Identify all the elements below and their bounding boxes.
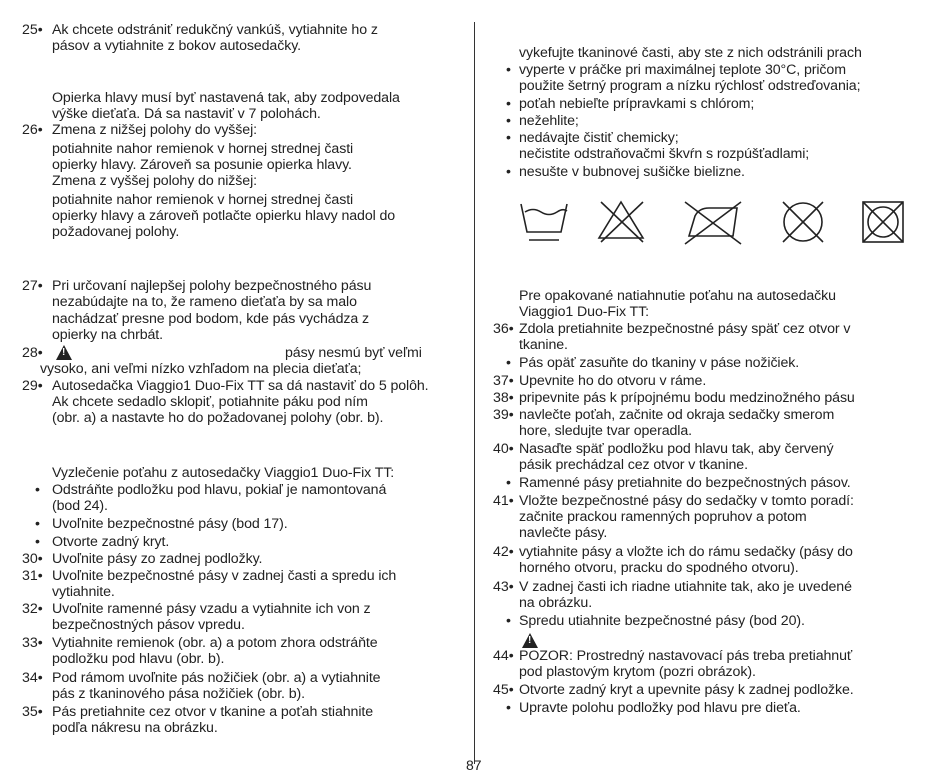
item-number: • xyxy=(35,516,40,532)
text-line: opierky hlavy a zároveň potlačte opierku hlavy nadol do xyxy=(52,208,396,224)
text-line: Pás pretiahnite cez otvor v tkanine a poťah stiahnite xyxy=(52,704,374,720)
text-line: použite šetrný program a nízku rýchlosť odstreďovania; xyxy=(519,78,861,94)
item-number: • xyxy=(35,482,40,498)
text-line: V zadnej časti ich riadne utiahnite tak, ako je uvedené xyxy=(519,579,852,595)
item-number: 45• xyxy=(493,682,514,698)
text-line: poťah nebieľte prípravkami s chlórom; xyxy=(519,96,755,112)
text-line: výške dieťaťa. Dá sa nastaviť v 7 polohách. xyxy=(52,106,321,122)
text-line: horného otvoru, pracku do spodného otvoru). xyxy=(519,560,799,576)
item-number: • xyxy=(506,130,511,146)
text-line: nečistite odstraňovačmi škvŕn s rozpúšťadlami; xyxy=(519,146,810,162)
no-iron-icon xyxy=(685,202,741,244)
text-line: Autosedačka Viaggio1 Duo-Fix TT sa dá nastaviť do 5 polôh. xyxy=(52,378,429,394)
text-line: Zmena z vyššej polohy do nižšej: xyxy=(52,173,257,189)
text-line: začnite prackou ramenných popruhov a potom xyxy=(519,509,807,525)
item-number: 29• xyxy=(22,378,43,394)
warning-icon: ! xyxy=(56,345,72,360)
item-number: 26• xyxy=(22,122,43,138)
warning-icon: ! xyxy=(522,633,538,648)
text-line: vysoko, ani veľmi nízko vzhľadom na plecia dieťaťa; xyxy=(40,361,362,377)
item-number: • xyxy=(506,355,511,371)
text-line: Spredu utiahnite bezpečnostné pásy (bod 20). xyxy=(519,613,805,629)
text-line: Viaggio1 Duo-Fix TT: xyxy=(519,304,649,320)
text-line: podľa nákresu na obrázku. xyxy=(52,720,218,736)
item-number: 30• xyxy=(22,551,43,567)
text-line: (bod 24). xyxy=(52,498,108,514)
text-line: Ak chcete odstrániť redukčný vankúš, vytiahnite ho z xyxy=(52,22,378,38)
text-line: Ramenné pásy pretiahnite do bezpečnostných pásov. xyxy=(519,475,851,491)
item-number: 31• xyxy=(22,568,43,584)
item-number: 27• xyxy=(22,278,43,294)
text-line: Uvoľnite pásy zo zadnej podložky. xyxy=(52,551,263,567)
no-tumble-dry-icon xyxy=(863,202,903,242)
text-line: Vytiahnite remienok (obr. a) a potom zhora odstráňte xyxy=(52,635,378,651)
text-line: navlečte pásy. xyxy=(519,525,608,541)
item-number: 34• xyxy=(22,670,43,686)
item-number: • xyxy=(35,534,40,550)
text-line: Opierka hlavy musí byť nastavená tak, aby zodpovedala xyxy=(52,90,400,106)
item-number: • xyxy=(506,62,511,78)
text-line: hore, sledujte tvar operadla. xyxy=(519,423,692,439)
text-line: Zmena z nižšej polohy do vyššej: xyxy=(52,122,257,138)
item-number: 38• xyxy=(493,390,514,406)
text-line: požadovanej polohy. xyxy=(52,224,180,240)
item-number: • xyxy=(506,164,511,180)
text-line: vyperte v práčke pri maximálnej teplote 30°C, pričom xyxy=(519,62,846,78)
care-symbols xyxy=(517,198,907,246)
text-line: Nasaďte späť podložku pod hlavu tak, aby červený xyxy=(519,441,834,457)
text-line: (obr. a) a nastavte ho do požadovanej polohy (obr. b). xyxy=(52,410,384,426)
text-line: Pás opäť zasuňte do tkaniny v páse nožičiek. xyxy=(519,355,800,371)
text-line: Upravte polohu podložky pod hlavu pre dieťa. xyxy=(519,700,801,716)
text-line: pásy nesmú byť veľmi xyxy=(285,345,422,361)
item-number: 39• xyxy=(493,407,514,423)
text-line: Vyzlečenie poťahu z autosedačky Viaggio1 Duo-Fix TT: xyxy=(52,465,395,481)
text-line: potiahnite nahor remienok v hornej strednej časti xyxy=(52,192,354,208)
text-line: tkanine. xyxy=(519,337,568,353)
item-number: 36• xyxy=(493,321,514,337)
text-line: na obrázku. xyxy=(519,595,593,611)
text-line: navlečte poťah, začnite od okraja sedačky smerom xyxy=(519,407,835,423)
text-line: Otvorte zadný kryt. xyxy=(52,534,170,550)
item-number: 41• xyxy=(493,493,514,509)
text-line: bezpečnostných pásov vpredu. xyxy=(52,617,245,633)
text-line: vytiahnite pásy a vložte ich do rámu sedačky (pásy do xyxy=(519,544,853,560)
item-number: 43• xyxy=(493,579,514,595)
text-line: nezabúdajte na to, že rameno dieťaťa by sa malo xyxy=(52,294,357,310)
item-number: 44• xyxy=(493,648,514,664)
text-line: opierky na chrbát. xyxy=(52,327,163,343)
column-divider xyxy=(474,22,475,764)
text-line: Uvoľnite bezpečnostné pásy (bod 17). xyxy=(52,516,288,532)
text-line: nedávajte čistiť chemicky; xyxy=(519,130,679,146)
no-bleach-icon xyxy=(599,202,643,242)
text-line: Uvoľnite ramenné pásy vzadu a vytiahnite ich von z xyxy=(52,601,371,617)
text-line: pripevnite pás k prípojnému bodu medzinožného pásu xyxy=(519,390,855,406)
page-number: 87 xyxy=(466,757,482,773)
item-number: 32• xyxy=(22,601,43,617)
item-number: 25• xyxy=(22,22,43,38)
item-number: 33• xyxy=(22,635,43,651)
text-line: pásov a vytiahnite z bokov autosedačky. xyxy=(52,38,301,54)
text-line: nesušte v bubnovej sušičke bielizne. xyxy=(519,164,745,180)
wash-30-gentle-icon xyxy=(521,204,567,240)
item-number: 37• xyxy=(493,373,514,389)
text-line: podložku pod hlavu (obr. b). xyxy=(52,651,225,667)
text-line: nežehlite; xyxy=(519,113,579,129)
text-line: Pri určovaní najlepšej polohy bezpečnostného pásu xyxy=(52,278,372,294)
item-number: • xyxy=(506,113,511,129)
item-number: 35• xyxy=(22,704,43,720)
item-number: • xyxy=(506,96,511,112)
text-line: Pre opakované natiahnutie poťahu na autosedačku xyxy=(519,288,836,304)
text-line: Upevnite ho do otvoru v ráme. xyxy=(519,373,707,389)
item-number: • xyxy=(506,613,511,629)
text-line: Ak chcete sedadlo sklopiť, potiahnite páku pod ním xyxy=(52,394,368,410)
text-line: Otvorte zadný kryt a upevnite pásy k zadnej podložke. xyxy=(519,682,854,698)
text-line: Vložte bezpečnostné pásy do sedačky v tomto poradí: xyxy=(519,493,854,509)
item-number: • xyxy=(506,475,511,491)
text-line: vykefujte tkaninové časti, aby ste z nich odstránili prach xyxy=(519,45,862,61)
no-dry-clean-icon xyxy=(783,202,823,242)
text-line: POZOR: Prostredný nastavovací pás treba pretiahnuť xyxy=(519,648,853,664)
item-number: 40• xyxy=(493,441,514,457)
text-line: pás z tkaninového pása nožičiek (obr. b). xyxy=(52,686,305,702)
text-line: pásik prechádzal cez otvor v tkanine. xyxy=(519,457,748,473)
item-number: • xyxy=(506,700,511,716)
item-number: 42• xyxy=(493,544,514,560)
text-line: Pod rámom uvoľnite pás nožičiek (obr. a) a vytiahnite xyxy=(52,670,381,686)
text-line: vytiahnite. xyxy=(52,584,115,600)
text-line: opierky hlavy. Zároveň sa posunie opierka hlavy. xyxy=(52,157,352,173)
text-line: Zdola pretiahnite bezpečnostné pásy späť cez otvor v xyxy=(519,321,851,337)
text-line: pod plastovým krytom (pozri obrázok). xyxy=(519,664,756,680)
text-line: Uvoľnite bezpečnostné pásy v zadnej časti a spredu ich xyxy=(52,568,397,584)
text-line: nachádzať presne pod bodom, kde pás vychádza z xyxy=(52,311,369,327)
item-number: 28• xyxy=(22,345,43,361)
text-line: Odstráňte podložku pod hlavu, pokiaľ je namontovaná xyxy=(52,482,387,498)
text-line: potiahnite nahor remienok v hornej strednej časti xyxy=(52,141,354,157)
